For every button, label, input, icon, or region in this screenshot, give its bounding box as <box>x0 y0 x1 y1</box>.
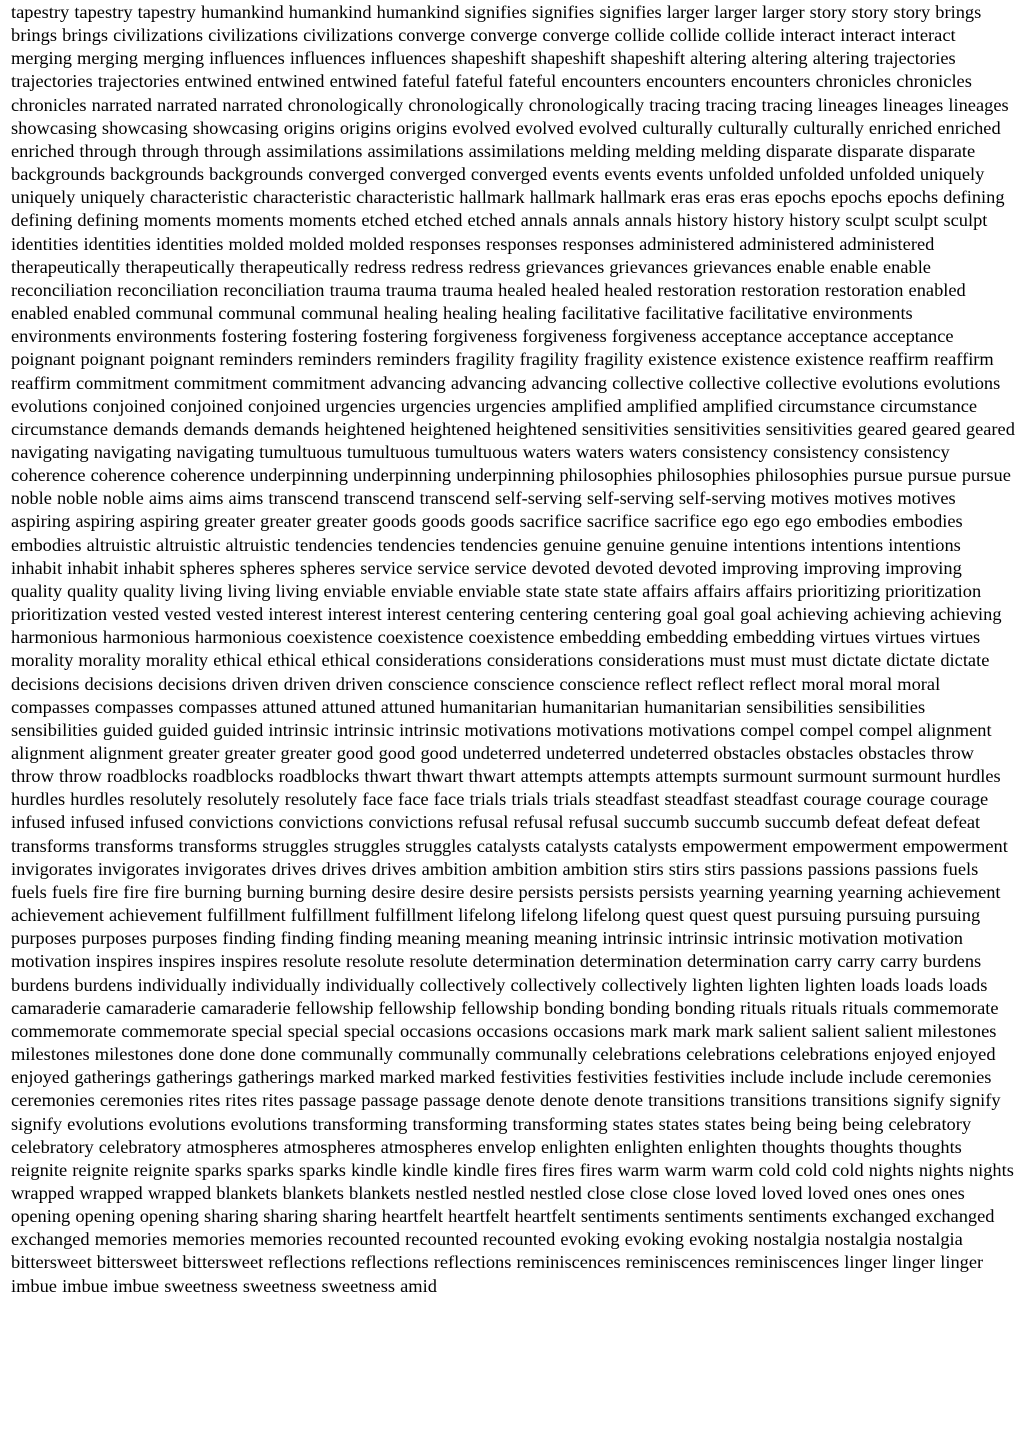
body-text: tapestry tapestry tapestry humankind humankind humankind signifies signifies signifies larger larger larger story story story brings brings brings civilizations civilizations civilizations converge converge converge collide collide collide interact interact interact merging merging merging influences influences influences shapeshift shapeshift shapeshift altering altering altering trajectories trajectories trajectories entwined entwined entwined fateful fateful fateful encounters encounters encounters chronicles chronicles chronicles narrated narrated narrated chronologically chronologically chronologically tracing tracing tracing lineages lineages lineages showcasing showcasing showcasing origins origins origins evolved evolved evolved culturally culturally culturally enriched enriched enriched through through through assimilations assimilations assimilations melding melding melding disparate disparate disparate backgrounds backgrounds backgrounds converged converged converged events events events unfolded unfolded unfolded uniquely uniquely uniquely characteristic characteristic characteristic hallmark hallmark hallmark eras eras eras epochs epochs epochs defining defining defining moments moments moments etched etched etched annals annals annals history history history sculpt sculpt sculpt identities identities identities molded molded molded responses responses responses administered administered administered therapeutically therapeutically therapeutically redress redress redress grievances grievances grievances enable enable enable reconciliation reconciliation reconciliation trauma trauma trauma healed healed healed restoration restoration restoration enabled enabled enabled communal communal communal healing healing healing facilitative facilitative facilitative environments environments environments fostering fostering fostering forgiveness forgiveness forgiveness acceptance acceptance acceptance poignant poignant poignant reminders reminders reminders fragility fragility fragility existence existence existence reaffirm reaffirm reaffirm commitment commitment commitment advancing advancing advancing collective collective collective evolutions evolutions evolutions conjoined conjoined conjoined urgencies urgencies urgencies amplified amplified amplified circumstance circumstance circumstance demands demands demands heightened heightened heightened sensitivities sensitivities sensitivities geared geared geared navigating navigating navigating tumultuous tumultuous tumultuous waters waters waters consistency consistency consistency coherence coherence coherence underpinning underpinning underpinning philosophies philosophies philosophies pursue pursue pursue noble noble noble aims aims aims transcend transcend transcend self-serving self-serving self-serving motives motives motives aspiring aspiring aspiring greater greater greater goods goods goods sacrifice sacrifice sacrifice ego ego ego embodies embodies embodies altruistic altruistic altruistic tendencies tendencies tendencies genuine genuine genuine intentions intentions intentions inhabit inhabit inhabit spheres spheres spheres service service service devoted devoted devoted improving improving improving quality quality quality living living living enviable enviable enviable state state state affairs affairs affairs prioritizing prioritization prioritization vested vested vested interest interest interest centering centering centering goal goal goal achieving achieving achieving harmonious harmonious harmonious coexistence coexistence coexistence embedding embedding embedding virtues virtues virtues morality morality morality ethical ethical ethical considerations considerations considerations must must must dictate dictate dictate decisions decisions decisions driven driven driven conscience conscience conscience reflect reflect reflect moral moral moral compasses compasses compasses attuned attuned attuned humanitarian humanitarian humanitarian sensibilities sensibilities sensibilities guided guided guided intrinsic intrinsic intrinsic motivations motivations motivations compel compel compel alignment alignment alignment greater greater greater good good good undeterred undeterred undeterred obstacles obstacles obstacles throw throw throw roadblocks roadblocks roadblocks thwart thwart thwart attempts attempts attempts surmount surmount surmount hurdles hurdles hurdles resolutely resolutely resolutely face face face trials trials trials steadfast steadfast steadfast courage courage courage infused infused infused convictions convictions convictions refusal refusal refusal succumb succumb succumb defeat defeat defeat transforms transforms transforms struggles struggles struggles catalysts catalysts catalysts empowerment empowerment empowerment invigorates invigorates invigorates drives drives drives ambition ambition ambition stirs stirs stirs passions passions passions fuels fuels fuels fire fire fire burning burning burning desire desire desire persists persists persists yearning yearning yearning achievement achievement achievement fulfillment fulfillment fulfillment lifelong lifelong lifelong quest quest quest pursuing pursuing pursuing purposes purposes purposes finding finding finding meaning meaning meaning intrinsic intrinsic intrinsic motivation motivation motivation inspires inspires inspires resolute resolute resolute determination determination determination carry carry carry burdens burdens burdens individually individually individually collectively collectively collectively lighten lighten lighten loads loads loads camaraderie camaraderie camaraderie fellowship fellowship fellowship bonding bonding bonding rituals rituals rituals commemorate commemorate commemorate special special special occasions occasions occasions mark mark mark salient salient salient milestones milestones milestones done done done communally communally communally celebrations celebrations celebrations enjoyed enjoyed enjoyed gatherings gatherings gatherings marked marked marked festivities festivities festivities include include include ceremonies ceremonies ceremonies rites rites rites passage passage passage denote denote denote transitions transitions transitions signify signify signify evolutions evolutions evolutions transforming transforming transforming states states states being being being celebratory celebratory celebratory atmospheres atmospheres atmospheres envelop enlighten enlighten enlighten thoughts thoughts thoughts reignite reignite reignite sparks sparks sparks kindle kindle kindle fires fires fires warm warm warm cold cold cold nights nights nights wrapped wrapped wrapped blankets blankets blankets nestled nestled nestled close close close loved loved loved ones ones ones opening opening opening sharing sharing sharing heartfelt heartfelt heartfelt sentiments sentiments sentiments exchanged exchanged exchanged memories memories memories recounted recounted recounted evoking evoking evoking nostalgia nostalgia nostalgia bittersweet bittersweet bittersweet reflections reflections reflections reminiscences reminiscences reminiscences linger linger linger imbue imbue imbue sweetness sweetness sweetness amid <box>11 2 1015 1296</box>
